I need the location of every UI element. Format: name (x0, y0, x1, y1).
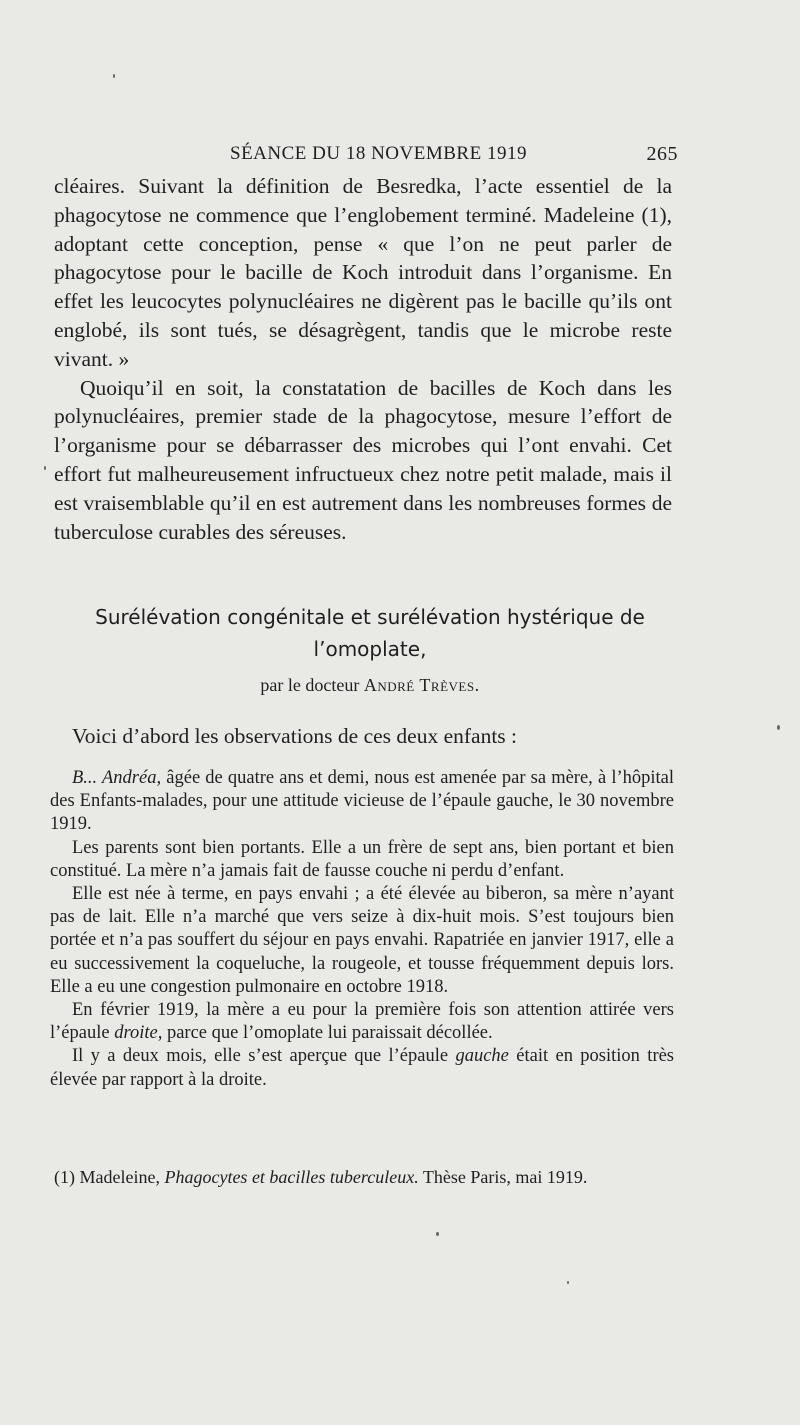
footnote-marker: (1) (54, 1167, 75, 1187)
paper-speck (113, 74, 115, 78)
paper-speck (44, 466, 46, 470)
intro-paragraph-2: Quoiqu’il en soit, la constatation de bacilles de Koch dans les polynucléaires, premier stade de la phagocytose, mesure l’effort de l’organisme pour se débarrasser des microbes qui l’ont envahi. Cet effort fut malheureusement infructueux chez notre petit malade, mais il est vraisemblable qu’il en est autrement dans les nombreuses formes de tuberculose curables des séreuses. (54, 375, 672, 544)
article-title-line-2: l’omoplate, (313, 637, 427, 661)
paper-speck (567, 1281, 569, 1284)
article-title (60, 601, 680, 665)
observation-text (50, 767, 674, 1092)
observation-paragraph-4-before: En février 1919, la mère a eu pour la première fois son attention attirée vers l’épaule (50, 1000, 674, 1044)
lead-sentence: Voici d’abord les observations de ces deux enfants : (72, 724, 518, 748)
observation-paragraph-3: Elle est née à terme, en pays envahi ; a été élevée au biberon, sa mère n’ayant pas de lait. Elle n’a marché que vers seize à dix-huit mois. S’est toujours bien portée et n’a pas souffert du séjour en pays envahi. Rapatriée en janvier 1917, elle a eu successivement la coqueluche, la rougeole, et tousse fréquemment depuis lors. Elle a eu une congestion pulmonaire en octobre 1918. (50, 884, 674, 997)
observation-paragraph-5-emphasis: gauche (455, 1046, 509, 1067)
observation-paragraph-5 (50, 1045, 674, 1091)
byline (60, 675, 680, 696)
observation-paragraph-5-after: était en position très élevée par rapport à la droite. (50, 1046, 675, 1090)
observation-paragraph-5-before: Il y a deux mois, elle s’est aperçue que l’épaule (72, 1046, 449, 1067)
footnote-rest: Thèse Paris, mai 1919. (422, 1167, 588, 1187)
article-title-line-1: Surélévation congénitale et surélévation hystérique de (95, 605, 645, 629)
observation-paragraph-1-text: âgée de quatre ans et demi, nous est amenée par sa mère, à l’hôpital des Enfants-malades, pour une attitude vicieuse de l’épaule gauche, le 30 novembre 1919. (50, 768, 675, 835)
observation-paragraph-4-emphasis: droite, (114, 1023, 163, 1044)
running-head-title: SÉANCE DU 18 NOVEMBRE 1919 (230, 143, 527, 164)
intro-paragraph-1: cléaires. Suivant la définition de Besredka, l’acte essentiel de la phagocytose ne commence que l’englobement terminé. Madeleine (1), adoptant cette conception, pense « que l’on ne peut parler de phagocytose pour le bacille de Koch introduit dans l’organisme. En effet les leucocytes polynucléaires ne digèrent pas le bacille qu’ils ont englobé, ils sont tués, se désagrègent, tandis que le microbe reste vivant. » (54, 174, 672, 371)
footnote-author: Madeleine, (79, 1167, 160, 1187)
observation-paragraph-2: Les parents sont bien portants. Elle a un frère de sept ans, bien portant et bien constitué. La mère n’a jamais fait de fausse couche ni perdu d’enfant. (50, 837, 674, 881)
observation-paragraph-4 (50, 999, 674, 1045)
footnote (54, 1167, 674, 1188)
byline-prefix: par le docteur (260, 675, 360, 695)
observation-paragraph-4-after: parce que l’omoplate lui paraissait décollée. (166, 1023, 493, 1044)
byline-author: André Trèves. (363, 675, 480, 695)
page-number: 265 (646, 143, 678, 165)
paper-speck (777, 725, 780, 730)
paper-speck (436, 1232, 439, 1236)
intro-text (54, 172, 672, 546)
patient-name: B... Andréa, (72, 768, 162, 788)
observation-paragraph-1 (50, 767, 674, 837)
running-head (230, 143, 678, 169)
footnote-work: Phagocytes et bacilles tuberculeux. (164, 1167, 419, 1187)
